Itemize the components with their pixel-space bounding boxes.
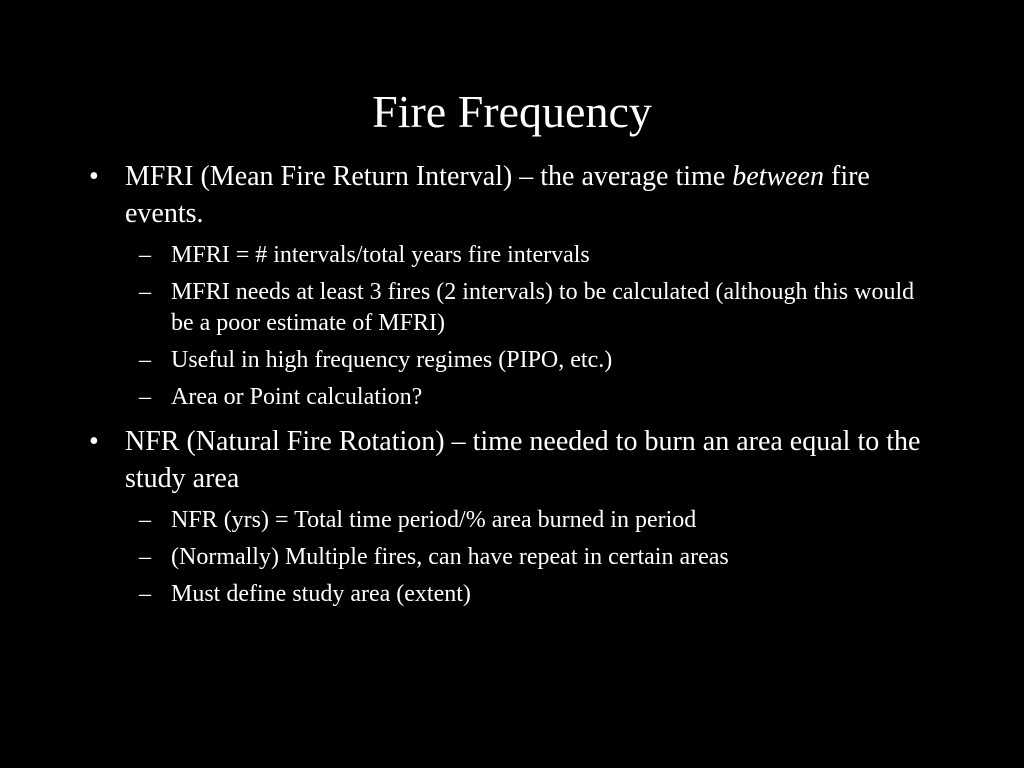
dash-icon: – xyxy=(139,384,151,410)
sub-point-text: MFRI needs at least 3 fires (2 intervals) to be calculated (although this would be a poor estimate of MFRI) xyxy=(171,279,915,336)
dash-icon: – xyxy=(139,507,151,533)
dash-icon: – xyxy=(139,347,151,373)
sub-point-text: Must define study area (extent) xyxy=(171,581,471,607)
bullet-text-end: fire events. xyxy=(125,161,870,229)
bullet-group-mfri xyxy=(0,158,1024,413)
sub-point xyxy=(0,345,1024,376)
bullet-text: MFRI (Mean Fire Return Interval) – the average time xyxy=(125,161,733,192)
sub-point-text: Useful in high frequency regimes (PIPO, etc.) xyxy=(171,347,613,373)
sub-point-text: NFR (yrs) = Total time period/% area burned in period xyxy=(171,507,697,533)
sub-point xyxy=(0,505,1024,536)
sub-point xyxy=(0,240,1024,271)
bullet-text-emphasis: between xyxy=(732,161,824,192)
sub-point xyxy=(0,277,1024,339)
bullet-point-nfr xyxy=(0,423,1024,497)
bullet-group-nfr xyxy=(0,423,1024,610)
sub-point xyxy=(0,382,1024,413)
dash-icon: – xyxy=(139,581,151,607)
sub-point xyxy=(0,579,1024,610)
bullet-icon: • xyxy=(89,426,99,457)
sub-point-text: (Normally) Multiple fires, can have repeat in certain areas xyxy=(171,544,729,570)
bullet-icon: • xyxy=(89,161,99,192)
dash-icon: – xyxy=(139,544,151,570)
dash-icon: – xyxy=(139,279,151,305)
sub-point xyxy=(0,542,1024,573)
sub-point-text: Area or Point calculation? xyxy=(171,384,423,410)
bullet-point-mfri xyxy=(0,158,1024,232)
slide-title: Fire Frequency xyxy=(372,86,652,137)
sub-point-text: MFRI = # intervals/total years fire intervals xyxy=(171,242,590,268)
slide-content xyxy=(0,158,1024,620)
dash-icon: – xyxy=(139,242,151,268)
bullet-text: NFR (Natural Fire Rotation) – time needed to burn an area equal to the study area xyxy=(125,426,921,494)
